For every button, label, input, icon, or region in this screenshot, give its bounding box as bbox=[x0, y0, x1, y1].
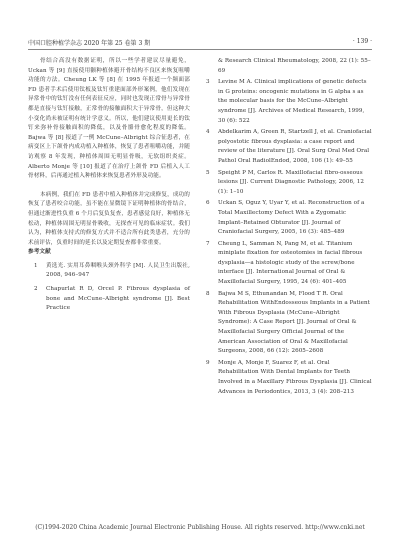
reference-text: 黄选光. 实用耳鼻咽喉头颈外科学 [M]. 人民卫生出版社, 2008, 946–947 bbox=[46, 262, 190, 279]
discussion-paragraph-1: 骨结合高没有数据证明，所以一些学者建议尽量避免，Uckan 等 [9] 直接使用颧种植体避开骨结构不良区来恢复咀嚼功能的方法。Cheung LK 等 [8] 在 1995 年报道一个频面部 FD 患者手术后使用钛板及钛钉重建面部外形案例，他们发现在异常骨中的钛钉没有任何表征反应，同时也发现正常骨与异常骨都是直接与钛钉接触，正常骨的接触面积大于异常骨，但这种大小变化尚未被证明有统计学意义。所以，他们建议使用更长的钛钉来弥补骨接触面积的降低，以及骨骼骨愈化程度的降低。Bajwa 等 [8] 报道了一例 McCune–Albright 综合征患者，在病变区上下颌骨内成功植入种植体，恢复了患者咀嚼功能，并随访观察 8 年发现，种植体周围无明显骨吸，无软组织炎症。Alberto Monje 等 [10] 报道了在治疗上颌骨 FD 后植入人工骨材料，后再通过植入种植体来恢复患者外形及功能。 bbox=[28, 58, 190, 180]
reference-number: 6 bbox=[206, 200, 210, 207]
reference-text: Abdelkarim A, Green R, Startzell J, et al. Craniofacial polyostotic fibrous dysplasia: a case report and review of the literature [J]. Oral Surg Oral Med Oral Pathol Oral RadiolEndod, 2008, 106 (1): 49–55 bbox=[218, 129, 372, 164]
reference-item bbox=[206, 290, 372, 357]
left-column bbox=[28, 57, 190, 314]
reference-text: Uckan S, Oguz Y, Uyar Y, et al. Reconstruction of a Total Maxillectomy Defect With a Zygomatic Implant–Retained Obturator [J]. Journal of Craniofacial Surgery, 2005, 16 (3): 485–489 bbox=[218, 200, 365, 236]
reference-text: Levine M A. Clinical implications of genetic defects in G proteins: oncogenic mutations in G alpha s as the molecular basis for the McCune–Albright syndrome [J]. Archives of Medical Research, 1999, 30 (6): 522 bbox=[218, 79, 367, 124]
reference-number: 2 bbox=[34, 286, 38, 293]
journal-title: 中国口腔种植学杂志 2020 年第 25 卷第 3 期 bbox=[28, 40, 151, 47]
reference-item bbox=[206, 78, 372, 126]
references-heading: 参考文献 bbox=[28, 249, 51, 256]
reference-number: 1 bbox=[34, 262, 38, 269]
reference-number bbox=[206, 57, 218, 76]
paragraph-gap bbox=[28, 182, 190, 191]
reference-text: Chapurlat R D, Orcel P. Fibrous dysplasia of bone and McCune–Albright syndrome [J]. Best Practice bbox=[46, 286, 190, 312]
reference-item bbox=[28, 262, 190, 281]
reference-item bbox=[206, 199, 372, 237]
reference-item bbox=[206, 240, 372, 288]
reference-number: 4 bbox=[206, 129, 210, 136]
copyright-footer: (C)1994-2020 China Academic Journal Electronic Publishing House. All rights reserved. http://www.cnki.net bbox=[35, 524, 365, 531]
right-column bbox=[206, 57, 372, 399]
reference-item bbox=[206, 128, 372, 166]
reference-item bbox=[206, 169, 372, 198]
reference-item bbox=[28, 285, 190, 314]
page-number: · 139 · bbox=[352, 38, 372, 45]
header-rule bbox=[28, 49, 372, 50]
reference-text: Bajwa M S, Ethunandan M, Flood T R. Oral Rehabilitation WithEndosseous Implants in a Patient With Fibrous Dysplasia (McCune–Albright Syndrome): A Case Report [J]. Journal of Oral & Maxillofacial Surgery Official Journal of the American Association of Oral & Maxillofacial Surgeons, 2008, 66 (12): 2605–2608 bbox=[218, 290, 370, 355]
reference-text: Monje A, Monje F, Suarez F, et al. Oral Rehabilitation With Dental Implants for Teeth Involved in a Maxillary Fibrous Dysplasia [J]. Clinical Advances in Periodontics, 2013, 3 (4): 208–213 bbox=[218, 359, 372, 395]
discussion-paragraph-2: 本病例，我们在 FD 患者中植入种植体并完成修复，成功的恢复了患者咬合功能，虽不能在显微镜下证明种植体的骨结合，但通过渐进性负重 6 个月后复负复查，患者感觉良好，种植体无松动，种植体周围无明显骨吸收，无探查可见的临床症状。我们认为，种植体支持式的修复方式并不适合所有此类患者，充分的术前评估，负重时间的延长以及定期复查都非常重要。 bbox=[28, 191, 190, 246]
reference-text: Speight P M, Carlos R. Maxillofacial fibro-osseous lesions [J]. Current Diagnostic Pathology, 2006, 12 (1): 1–10 bbox=[218, 169, 364, 195]
reference-item bbox=[206, 359, 372, 397]
reference-text: & Research Clinical Rheumatology, 2008, 22 (1): 55–69 bbox=[218, 58, 371, 74]
reference-item bbox=[206, 57, 372, 76]
reference-number: 8 bbox=[206, 290, 210, 297]
reference-text: Cheung L, Samman N, Pang M, et al. Titanium miniplate fixation for osteotomies in facial fibrous dysplasia—a histologic study of the screw/bone interface [J]. International Journal of Oral & Maxillofacial Surgery, 1995, 24 (6): 401–405 bbox=[218, 240, 363, 286]
reference-number: 9 bbox=[206, 359, 210, 366]
reference-number: 3 bbox=[206, 79, 210, 86]
reference-number: 5 bbox=[206, 169, 210, 176]
reference-number: 7 bbox=[206, 240, 210, 247]
